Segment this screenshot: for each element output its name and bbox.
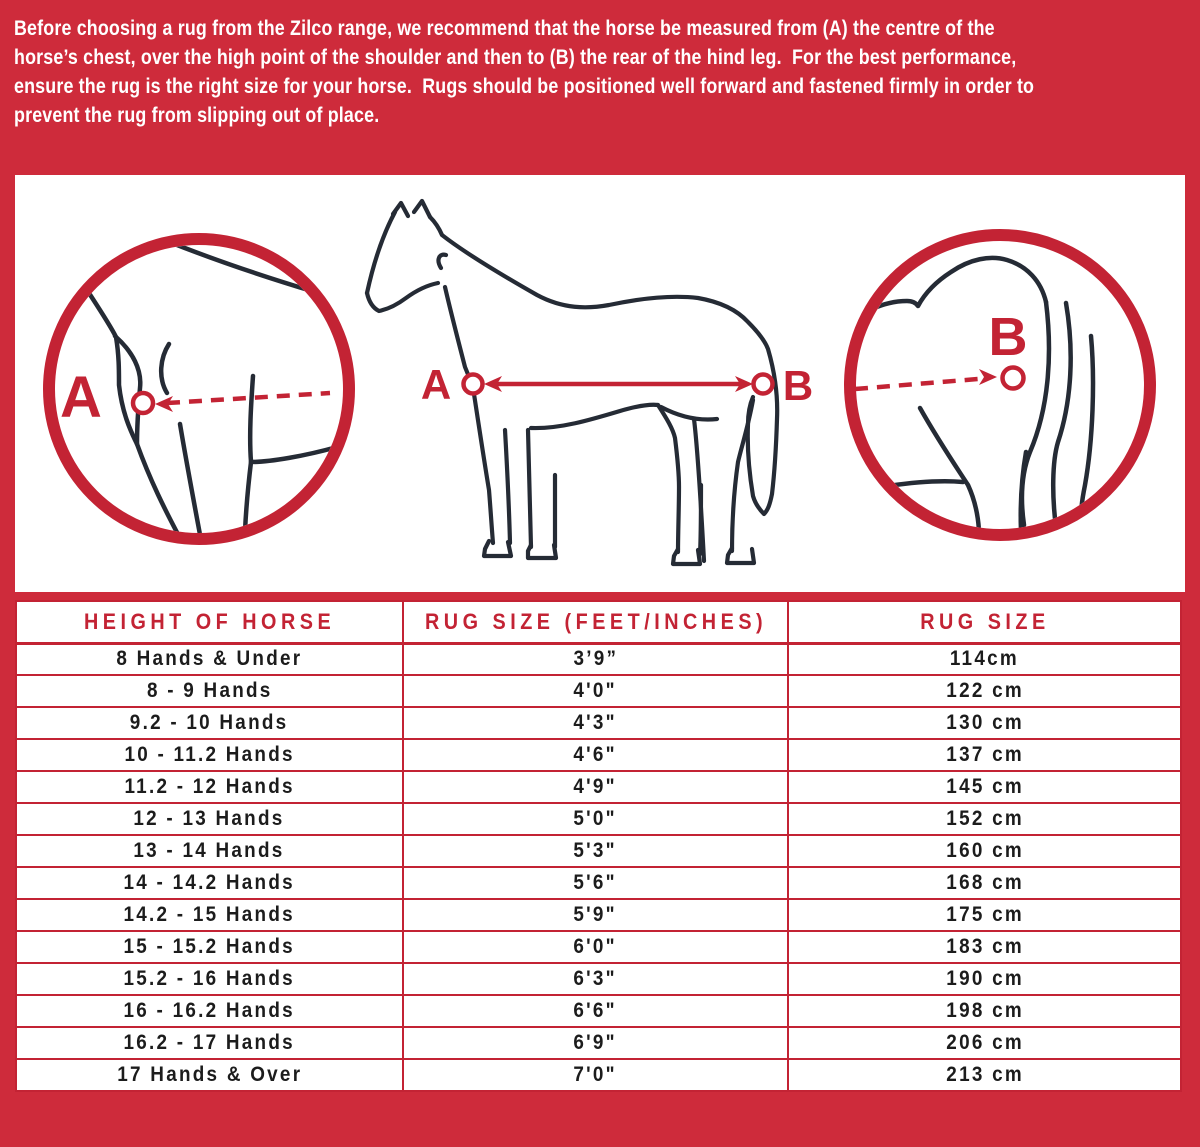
table-row (16, 707, 1181, 739)
closeup-b-label: B (988, 307, 1028, 367)
horse-measurement-diagram (15, 175, 1185, 592)
table-row (16, 899, 1181, 931)
cell-height-of-horse: 13 - 14 Hands (16, 835, 403, 867)
cell-rug-size-cm: 198 cm (788, 995, 1181, 1027)
cell-height-of-horse: 12 - 13 Hands (16, 803, 403, 835)
page (0, 14, 1200, 1147)
rear-point-ring (1003, 368, 1024, 389)
cell-rug-size-feet: 7'0" (403, 1059, 789, 1091)
point-b-ring (754, 375, 773, 394)
rear-closeup-sketch (872, 258, 1093, 531)
table-row (16, 995, 1181, 1027)
table-row (16, 835, 1181, 867)
cell-rug-size-cm: 213 cm (788, 1059, 1181, 1091)
cell-rug-size-feet: 5'3" (403, 835, 789, 867)
cell-rug-size-feet: 4'0" (403, 675, 789, 707)
cell-rug-size-cm: 175 cm (788, 899, 1181, 931)
rear-arrowhead-icon (979, 369, 997, 385)
table-row (16, 1027, 1181, 1059)
cell-rug-size-cm: 145 cm (788, 771, 1181, 803)
chest-point-ring (133, 393, 153, 413)
cell-rug-size-cm: 160 cm (788, 835, 1181, 867)
cell-rug-size-feet: 6'3" (403, 963, 789, 995)
rear-measure-dashed-arrow (855, 379, 978, 389)
cell-rug-size-feet: 6'6" (403, 995, 789, 1027)
cell-height-of-horse: 16 - 16.2 Hands (16, 995, 403, 1027)
cell-height-of-horse: 14 - 14.2 Hands (16, 867, 403, 899)
table-row (16, 771, 1181, 803)
table-row (16, 739, 1181, 771)
rear-closeup-circle (850, 235, 1150, 535)
cell-height-of-horse: 16.2 - 17 Hands (16, 1027, 403, 1059)
table-row (16, 867, 1181, 899)
intro-line-3: ensure the rug is the right size for your horse. Rugs should be positioned well forward and fastened firmly in order to (14, 75, 1035, 98)
cell-rug-size-cm: 168 cm (788, 867, 1181, 899)
intro-line-4: prevent the rug from slipping out of place. (14, 104, 380, 127)
cell-height-of-horse: 10 - 11.2 Hands (16, 739, 403, 771)
cell-rug-size-cm: 137 cm (788, 739, 1181, 771)
cell-rug-size-cm: 206 cm (788, 1027, 1181, 1059)
header-height-of-horse: HEIGHT OF HORSE (16, 601, 403, 643)
horse-a-label: A (420, 361, 452, 408)
cell-rug-size-cm: 190 cm (788, 963, 1181, 995)
chest-measure-dashed-arrow (167, 393, 330, 403)
closeup-a-label: A (60, 365, 102, 430)
cell-rug-size-cm: 152 cm (788, 803, 1181, 835)
cell-rug-size-feet: 6'0" (403, 931, 789, 963)
cell-rug-size-feet: 3’9” (403, 643, 789, 675)
cell-rug-size-feet: 5'9" (403, 899, 789, 931)
cell-height-of-horse: 15.2 - 16 Hands (16, 963, 403, 995)
cell-height-of-horse: 8 Hands & Under (16, 643, 403, 675)
intro-line-2: horse’s chest, over the high point of the shoulder and then to (B) the rear of the hind leg. For the best performance, (14, 46, 1017, 69)
size-table-body (16, 643, 1181, 1091)
cell-height-of-horse: 8 - 9 Hands (16, 675, 403, 707)
cell-rug-size-feet: 6'9" (403, 1027, 789, 1059)
table-row (16, 675, 1181, 707)
cell-rug-size-cm: 114cm (788, 643, 1181, 675)
horse-b-label: B (782, 362, 814, 409)
cell-rug-size-feet: 4'9" (403, 771, 789, 803)
header-row (16, 601, 1181, 643)
cell-rug-size-cm: 122 cm (788, 675, 1181, 707)
header-rug-size-feet: RUG SIZE (FEET/INCHES) (403, 601, 789, 643)
cell-rug-size-feet: 4'3" (403, 707, 789, 739)
table-row (16, 643, 1181, 675)
cell-rug-size-cm: 130 cm (788, 707, 1181, 739)
size-table (15, 600, 1182, 1092)
table-row (16, 803, 1181, 835)
table-row (16, 963, 1181, 995)
cell-height-of-horse: 9.2 - 10 Hands (16, 707, 403, 739)
cell-height-of-horse: 17 Hands & Over (16, 1059, 403, 1091)
cell-height-of-horse: 15 - 15.2 Hands (16, 931, 403, 963)
intro-paragraph (14, 14, 1184, 159)
cell-rug-size-feet: 5'6" (403, 867, 789, 899)
cell-height-of-horse: 11.2 - 12 Hands (16, 771, 403, 803)
cell-rug-size-feet: 4'6" (403, 739, 789, 771)
table-row (16, 1059, 1181, 1091)
cell-rug-size-feet: 5'0" (403, 803, 789, 835)
measurement-diagram-panel (15, 175, 1185, 592)
intro-line-1: Before choosing a rug from the Zilco range, we recommend that the horse be measured from (A) the centre of the (14, 17, 995, 40)
cell-rug-size-cm: 183 cm (788, 931, 1181, 963)
header-rug-size-cm: RUG SIZE (788, 601, 1181, 643)
cell-height-of-horse: 14.2 - 15 Hands (16, 899, 403, 931)
table-row (16, 931, 1181, 963)
size-table-container (15, 600, 1182, 1092)
point-a-ring (464, 375, 483, 394)
